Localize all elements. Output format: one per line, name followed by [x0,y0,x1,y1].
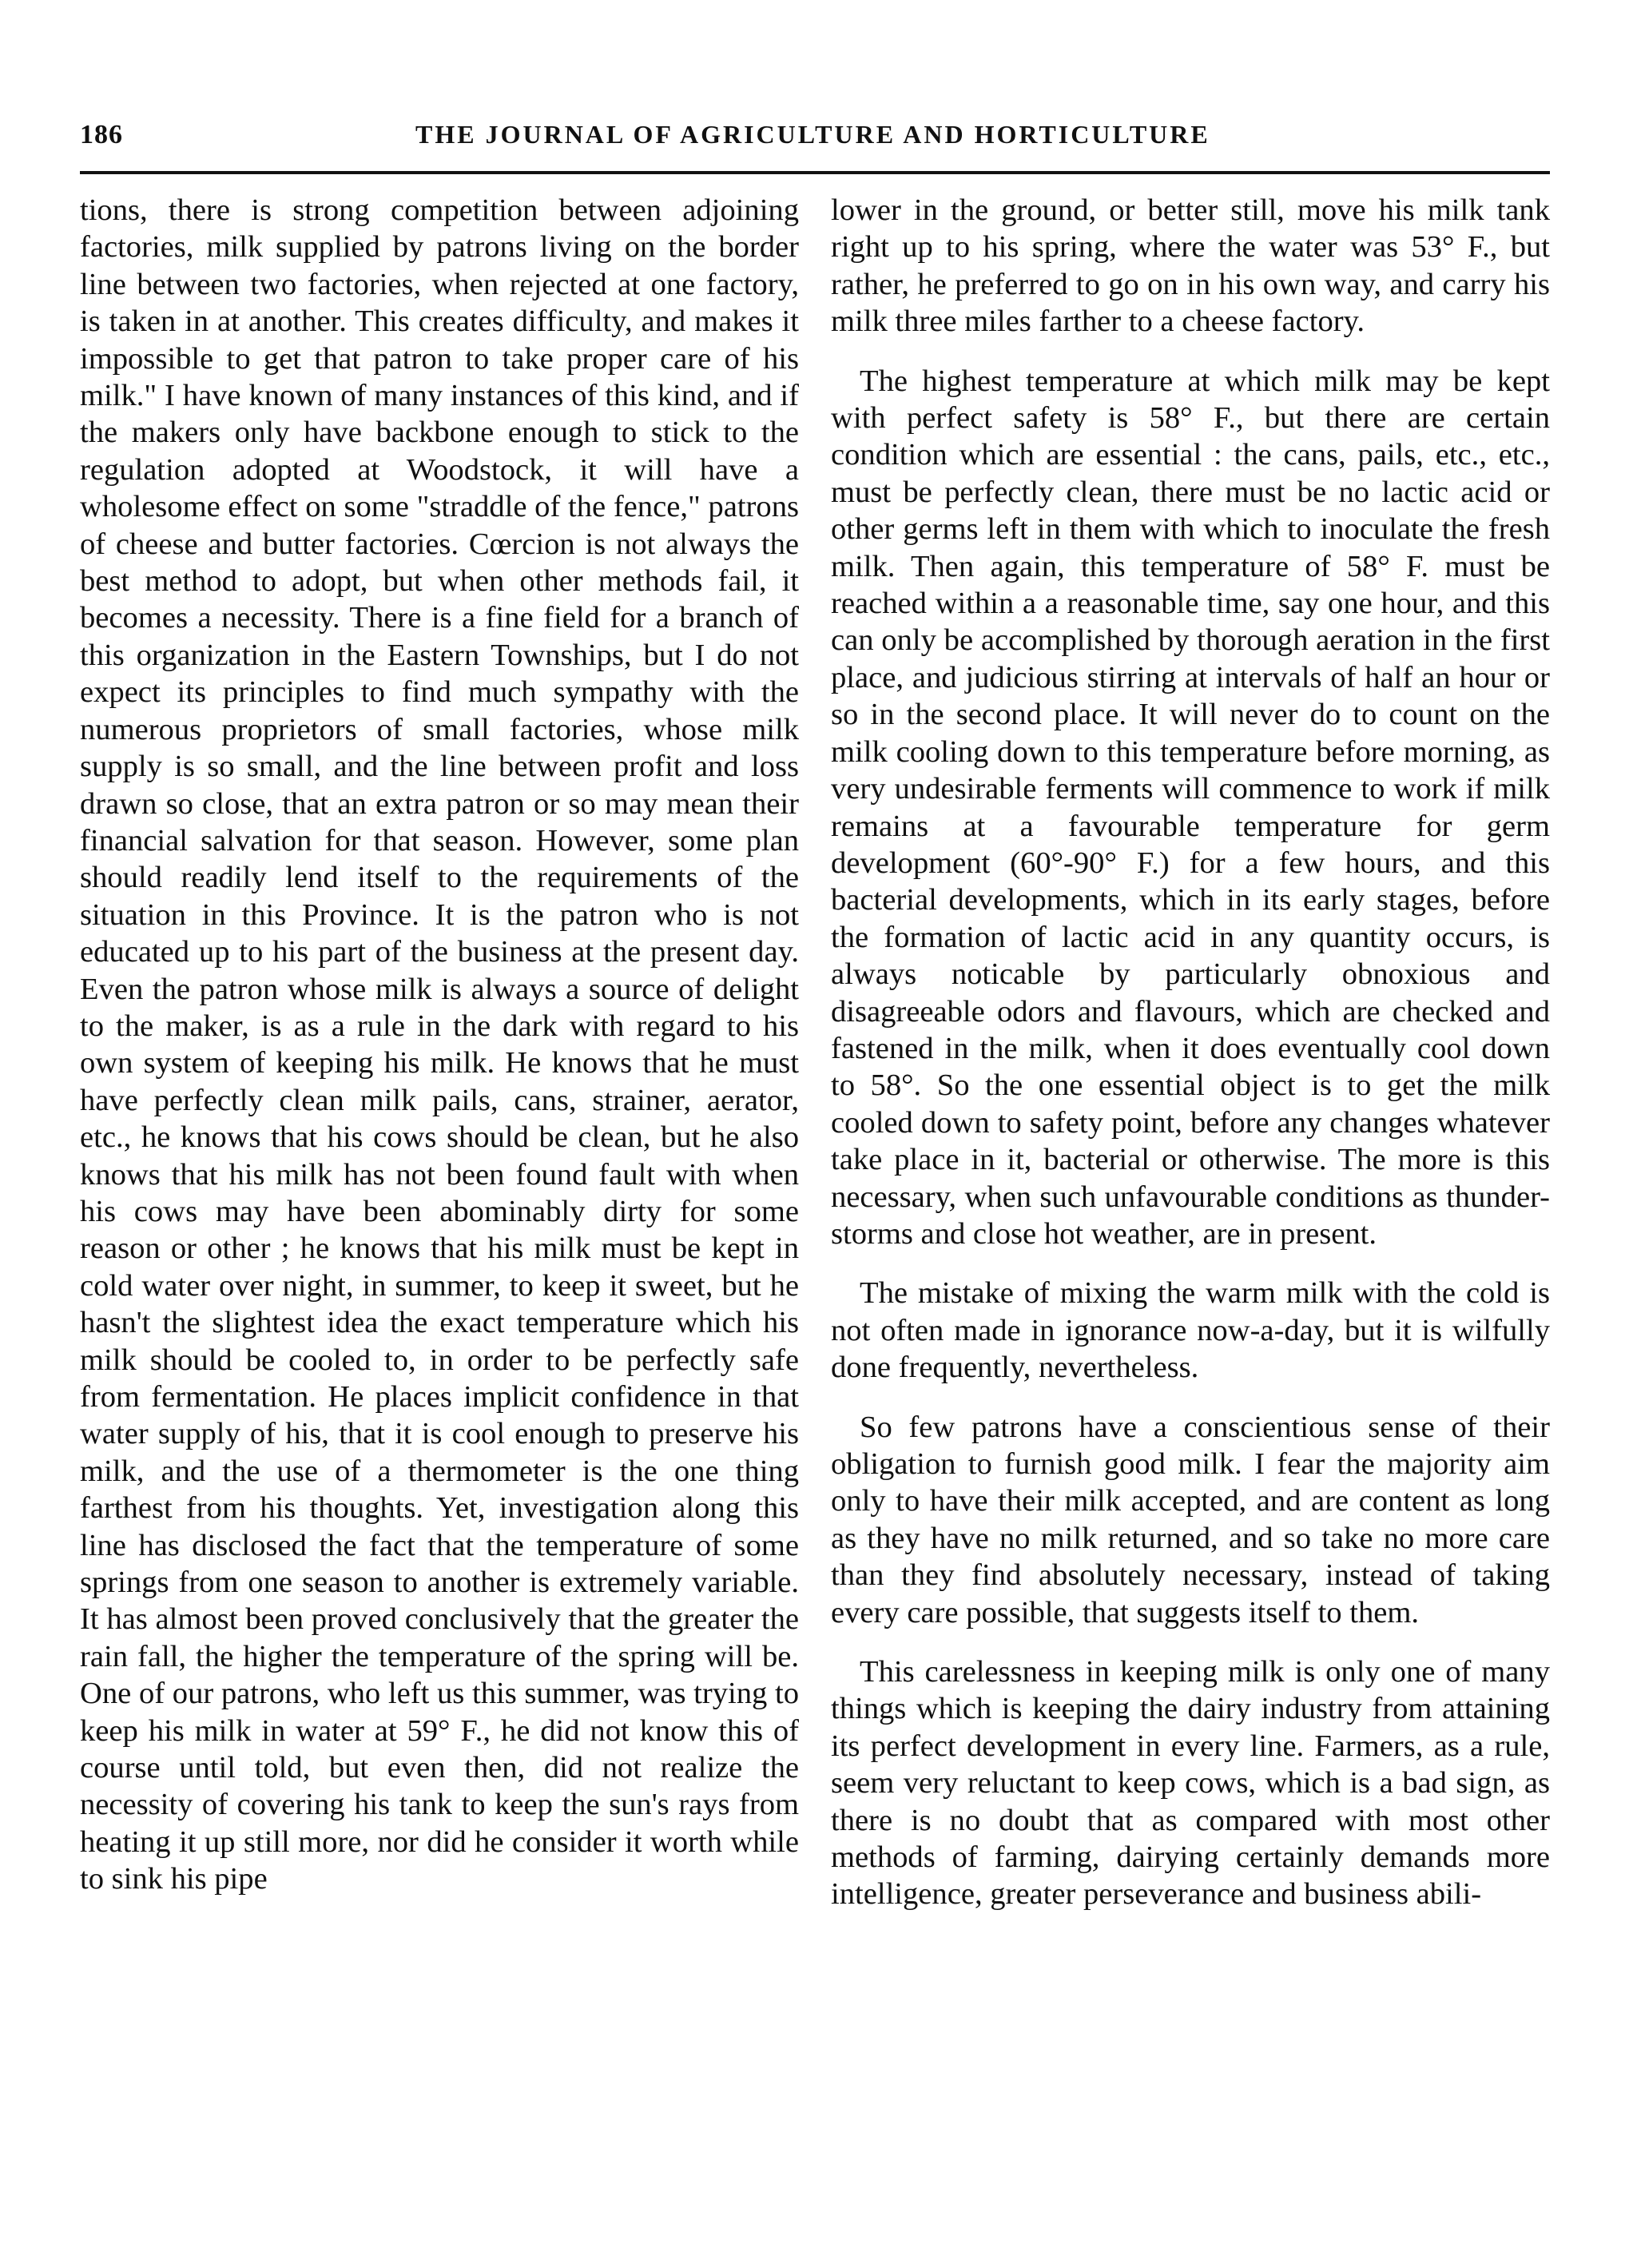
left-paragraph-1: tions, there is strong competition between adjoining factories, milk supplied by patrons living on the border line between two factories, when rejected at one factory, is taken in at another. This creates difficulty, and makes it impossible to get that patron to take proper care of his milk." I have known of many instances of this kind, and if the makers only have backbone enough to stick to the regulation adopted at Woodstock, it will have a wholesome effect on some "straddle of the fence," patrons of cheese and butter factories. Cœrcion is not always the best method to adopt, but when other methods fail, it becomes a necessity. There is a fine field for a branch of this organization in the Eastern Townships, but I do not expect its principles to find much sympathy with the numerous proprietors of small factories, whose milk supply is so small, and the line between profit and loss drawn so close, that an extra patron or so may mean their financial salvation for that season. However, some plan should readily lend itself to the requirements of the situation in this Province. It is the patron who is not educated up to his part of the business at the present day. Even the patron whose milk is always a source of delight to the maker, is as a rule in the dark with regard to his own system of keeping his milk. He knows that he must have perfectly clean milk pails, cans, strainer, aerator, etc., he knows that his cows should be clean, but he also knows that his milk has not been found fault with when his cows may have been abominably dirty for some reason or other ; he knows that his milk must be kept in cold water over night, in summer, to keep it sweet, but he hasn't the slightest idea the exact temperature which his milk should be cooled to, in order to be perfectly safe from fermentation. He places implicit confidence in that water supply of his, that it is cool enough to preserve his milk, and the use of a thermometer is the one thing farthest from his thoughts. Yet, investigation along this line has disclosed the fact that the temperature of some springs from one season to another is extremely variable. It has almost been proved conclusively that the greater the rain fall, the higher the temperature of the spring will be. One of our patrons, who left us this summer, was trying to keep his milk in water at 59° F., he did not know this of course until told, but even then, did not realize the necessity of covering his tank to keep the sun's rays from heating it up still more, nor did he consider it worth while to sink his pipe [80,193,799,1896]
right-paragraph-3: The mistake of mixing the warm milk with the cold is not often made in ignorance now-a-day, but it is wilfully done frequently, nevertheless. [831,1276,1550,1385]
right-paragraph-1: lower in the ground, or better still, move his milk tank right up to his spring, where the water was 53° F., but rather, he preferred to go on in his own way, and carry his milk three miles farther to a cheese factory. [831,193,1550,339]
header-rule [80,171,1550,174]
page-number: 186 [80,120,123,149]
right-paragraph-4: So few patrons have a conscientious sense of their obligation to furnish good milk. I fear the majority aim only to have their milk accepted, and are content as long as they have no milk returned, and so take no more care than they find absolutely necessary, instead of taking every care possible, that suggests itself to them. [831,1410,1550,1629]
left-column [80,192,799,1898]
right-paragraph-2: The highest temperature at which milk may be kept with perfect safety is 58° F., but there are certain condition which are essential : the cans, pails, etc., etc., must be perfectly clean, there must be no lactic acid or other germs left in them with which to inoculate the fresh milk. Then again, this temperature of 58° F. must be reached within a a reasonable time, say one hour, and this can only be accomplished by thorough aeration in the first place, and judicious stirring at intervals of half an hour or so in the second place. It will never do to count on the milk cooling down to this temperature before morning, as very undesirable ferments will commence to work if milk remains at a favourable temperature for germ development (60°-90° F.) for a few hours, and this bacterial developments, which in its early stages, before the formation of lactic acid in any quantity occurs, is always noticable by particularly obnoxious and disagreeable odors and flavours, which are checked and fastened in the milk, when it does eventually cool down to 58°. So the one essential object is to get the milk cooled down to safety point, before any changes whatever take place in it, bacterial or otherwise. The more is this necessary, when such unfavourable conditions as thunder-storms and close hot weather, are in present. [831,364,1550,1251]
right-paragraph-5: This carelessness in keeping milk is only one of many things which is keeping the dairy industry from attaining its perfect development in every line. Farmers, as a rule, seem very reluctant to keep cows, which is a bad sign, as there is no doubt that as compared with most other methods of farming, dairying certainly demands more intelligence, greater perseverance and business abili- [831,1655,1550,1912]
right-column [831,192,1550,1936]
running-title: THE JOURNAL OF AGRICULTURE AND HORTICULTURE [415,120,1210,149]
page-header [80,120,1550,168]
